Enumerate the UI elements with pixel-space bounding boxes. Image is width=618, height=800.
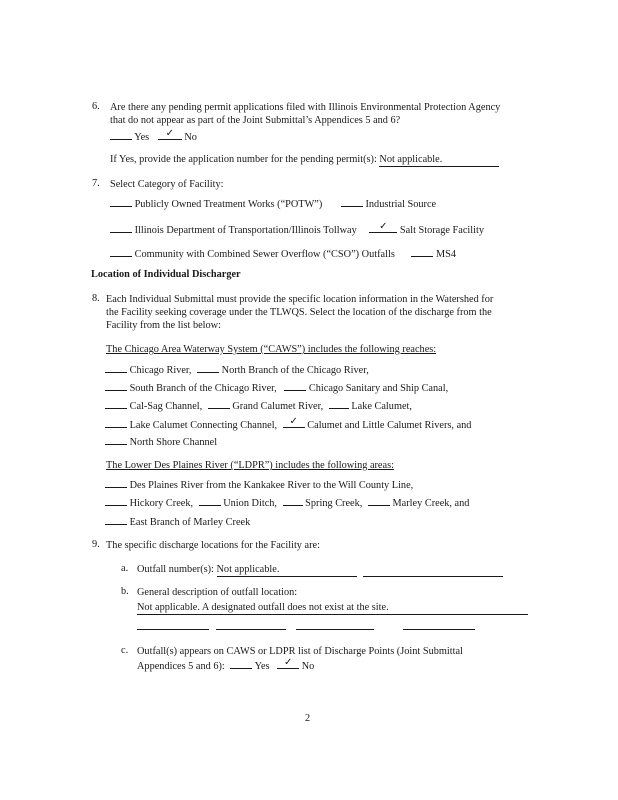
salt-storage-label: Salt Storage Facility bbox=[399, 225, 485, 236]
hickory-creek-label: Hickory Creek, bbox=[129, 498, 194, 509]
q7-row1 bbox=[110, 196, 436, 211]
cal-sag-checkbox[interactable] bbox=[105, 398, 127, 409]
q6-no-checkbox[interactable] bbox=[158, 129, 182, 140]
cal-sag-label: Cal-Sag Channel, bbox=[129, 401, 203, 412]
q6-answer-row bbox=[110, 129, 197, 144]
q7-number: 7. bbox=[92, 178, 100, 189]
caws-row5 bbox=[105, 434, 217, 449]
calumet-little-calumet-checkbox[interactable] bbox=[283, 417, 305, 428]
check-mark-icon: ✓ bbox=[379, 221, 388, 232]
outfall-description-text: General description of outfall location: bbox=[137, 587, 298, 598]
lake-calumet-label: Lake Calumet, bbox=[351, 401, 412, 412]
grand-calumet-label: Grand Calumet River, bbox=[232, 401, 324, 412]
lake-calumet-checkbox[interactable] bbox=[329, 398, 349, 409]
ldpr-row2 bbox=[105, 495, 469, 510]
north-shore-checkbox[interactable] bbox=[105, 434, 127, 445]
industrial-source-label: Industrial Source bbox=[365, 199, 437, 210]
north-branch-label: North Branch of the Chicago River, bbox=[221, 365, 369, 376]
q9-c-yes-checkbox[interactable] bbox=[230, 658, 252, 669]
spring-creek-label: Spring Creek, bbox=[305, 498, 363, 509]
ldpr-row3 bbox=[105, 514, 250, 529]
ldpr-row1 bbox=[105, 477, 413, 492]
lake-calumet-connecting-checkbox[interactable] bbox=[105, 417, 127, 428]
caws-heading: The Chicago Area Waterway System (“CAWS”) includes the following reaches: bbox=[106, 344, 437, 355]
q6-yes-checkbox[interactable] bbox=[110, 129, 132, 140]
q6-if-yes-row bbox=[110, 153, 499, 167]
q9-b-extra-lines bbox=[137, 616, 475, 630]
outfall-description-field[interactable]: Not applicable. A designated outfall does not exist at the site. bbox=[137, 602, 528, 615]
caws-row3 bbox=[105, 398, 412, 413]
q6-yes-label: Yes bbox=[134, 132, 150, 143]
section-heading: Location of Individual Discharger bbox=[91, 269, 241, 280]
q6-application-number-field[interactable]: Not applicable. bbox=[379, 154, 499, 167]
q6-question-line1: Are there any pending permit applications filed with Illinois Environmental Protection Agency bbox=[110, 102, 501, 113]
q9-c-no-label: No bbox=[301, 661, 315, 672]
north-shore-label: North Shore Channel bbox=[129, 437, 218, 448]
q9-a-row bbox=[137, 563, 503, 577]
salt-storage-checkbox[interactable] bbox=[369, 222, 397, 233]
q6-if-yes-text: If Yes, provide the application number for the pending permit(s): bbox=[110, 154, 377, 165]
hickory-creek-checkbox[interactable] bbox=[105, 495, 127, 506]
ldpr-heading: The Lower Des Plaines River (“LDPR”) includes the following areas: bbox=[106, 460, 394, 471]
ms4-checkbox[interactable] bbox=[411, 246, 433, 257]
east-branch-marley-checkbox[interactable] bbox=[105, 514, 127, 525]
outfall-description-line[interactable] bbox=[216, 617, 286, 630]
q6-number: 6. bbox=[92, 101, 100, 112]
check-mark-icon: ✓ bbox=[289, 416, 298, 427]
outfall-description-line[interactable] bbox=[403, 617, 475, 630]
sanitary-ship-canal-label: Chicago Sanitary and Ship Canal, bbox=[308, 383, 449, 394]
cso-checkbox[interactable] bbox=[110, 246, 132, 257]
spring-creek-checkbox[interactable] bbox=[283, 495, 303, 506]
calumet-little-calumet-label: Calumet and Little Calumet Rivers, and bbox=[307, 420, 472, 431]
outfall-description-line[interactable] bbox=[296, 617, 374, 630]
marley-creek-checkbox[interactable] bbox=[368, 495, 390, 506]
q9-c-line2: Appendices 5 and 6): bbox=[137, 661, 225, 672]
q9-a-label: a. bbox=[121, 563, 129, 574]
des-plaines-label: Des Plaines River from the Kankakee River to the Will County Line, bbox=[129, 480, 414, 491]
q6-question-line2: that do not appear as part of the Joint Submittal’s Appendices 5 and 6? bbox=[110, 115, 401, 126]
cso-label: Community with Combined Sewer Overflow (“CSO”) Outfalls bbox=[134, 249, 395, 260]
q9-c-line1: Outfall(s) appears on CAWS or LDPR list of Discharge Points (Joint Submittal bbox=[137, 646, 463, 657]
q9-b-answer-row bbox=[137, 601, 528, 615]
check-mark-icon: ✓ bbox=[165, 128, 174, 139]
des-plaines-checkbox[interactable] bbox=[105, 477, 127, 488]
q9-c-label: c. bbox=[121, 645, 129, 656]
q8-text-line1: Each Individual Submittal must provide the specific location information in the Watershed for bbox=[106, 294, 494, 305]
outfall-number-field[interactable]: Not applicable. bbox=[217, 564, 357, 577]
q8-text-line2: the Facility seeking coverage under the TLWQS. Select the location of the discharge from the bbox=[106, 307, 492, 318]
q7-row2 bbox=[110, 222, 484, 237]
ms4-label: MS4 bbox=[435, 249, 457, 260]
chicago-river-checkbox[interactable] bbox=[105, 362, 127, 373]
check-mark-icon: ✓ bbox=[283, 657, 293, 668]
caws-row4 bbox=[105, 417, 471, 432]
caws-row1 bbox=[105, 362, 369, 377]
potw-checkbox[interactable] bbox=[110, 196, 132, 207]
q9-c-no-checkbox[interactable] bbox=[277, 658, 299, 669]
q7-prompt: Select Category of Facility: bbox=[110, 179, 224, 190]
south-branch-label: South Branch of the Chicago River, bbox=[129, 383, 277, 394]
potw-label: Publicly Owned Treatment Works (“POTW”) bbox=[134, 199, 323, 210]
marley-creek-label: Marley Creek, and bbox=[392, 498, 470, 509]
outfall-number-text: Outfall number(s): bbox=[137, 564, 214, 575]
outfall-description-line[interactable] bbox=[137, 617, 209, 630]
caws-row2 bbox=[105, 380, 448, 395]
north-branch-checkbox[interactable] bbox=[197, 362, 219, 373]
idot-label: Illinois Department of Transportation/Illinois Tollway bbox=[134, 225, 357, 236]
outfall-number-field-extra[interactable] bbox=[363, 564, 503, 577]
q9-c-row2 bbox=[137, 658, 314, 673]
union-ditch-checkbox[interactable] bbox=[199, 495, 221, 506]
q9-c-yes-label: Yes bbox=[254, 661, 270, 672]
south-branch-checkbox[interactable] bbox=[105, 380, 127, 391]
idot-checkbox[interactable] bbox=[110, 222, 132, 233]
q7-row3 bbox=[110, 246, 456, 261]
q8-number: 8. bbox=[92, 293, 100, 304]
page-number: 2 bbox=[305, 713, 311, 724]
lake-calumet-connecting-label: Lake Calumet Connecting Channel, bbox=[129, 420, 278, 431]
q9-prompt: The specific discharge locations for the Facility are: bbox=[106, 540, 320, 551]
q9-number: 9. bbox=[92, 539, 100, 550]
grand-calumet-checkbox[interactable] bbox=[208, 398, 230, 409]
industrial-source-checkbox[interactable] bbox=[341, 196, 363, 207]
chicago-river-label: Chicago River, bbox=[129, 365, 192, 376]
sanitary-ship-canal-checkbox[interactable] bbox=[284, 380, 306, 391]
union-ditch-label: Union Ditch, bbox=[223, 498, 277, 509]
q8-text-line3: Facility from the list below: bbox=[106, 320, 221, 331]
q9-b-label: b. bbox=[121, 586, 129, 597]
east-branch-marley-label: East Branch of Marley Creek bbox=[129, 517, 251, 528]
q6-no-label: No bbox=[184, 132, 197, 143]
